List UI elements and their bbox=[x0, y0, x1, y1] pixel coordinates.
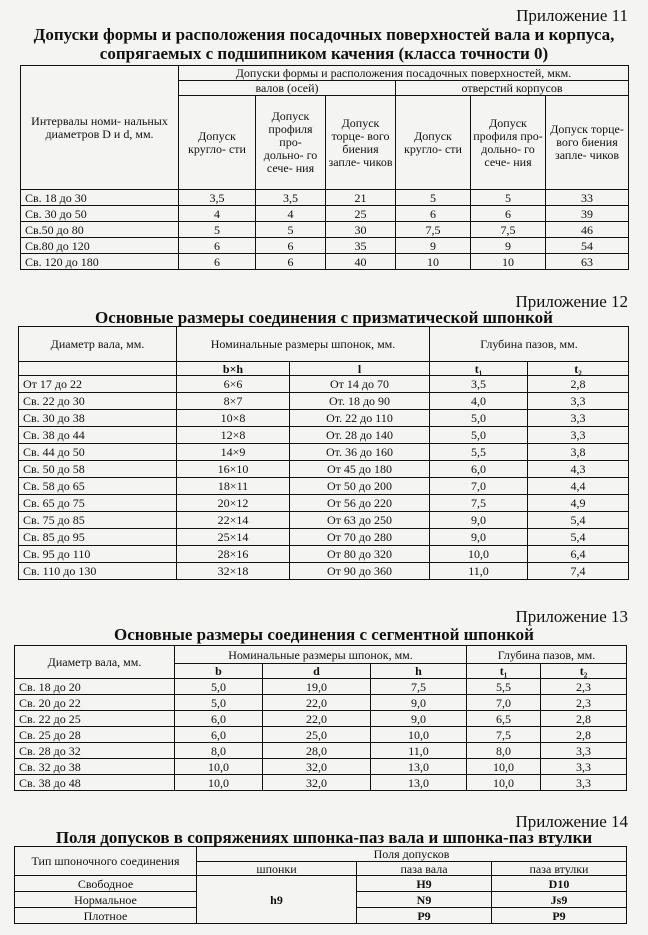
table-row bbox=[19, 393, 629, 410]
table-cell: Св. 25 до 28 bbox=[15, 727, 175, 743]
table-row bbox=[19, 461, 629, 478]
table-cell: 39 bbox=[546, 206, 629, 222]
table-row bbox=[15, 775, 627, 791]
table-cell: 4,0 bbox=[430, 393, 528, 410]
table-cell: 9 bbox=[396, 238, 471, 254]
table-cell: N9 bbox=[357, 892, 492, 908]
table-cell: 54 bbox=[546, 238, 629, 254]
table-row bbox=[21, 222, 629, 238]
table-cell: 3,5 bbox=[430, 376, 528, 393]
table-row bbox=[21, 238, 629, 254]
col-interval-header: Интервалы номи- нальных диаметров D и d, мм. bbox=[21, 66, 179, 190]
table-cell: 40 bbox=[326, 254, 396, 270]
table-cell: Св. 120 до 180 bbox=[21, 254, 179, 270]
table-cell: 5 bbox=[471, 190, 546, 206]
table-cell: 6 bbox=[396, 206, 471, 222]
table-cell: 5,0 bbox=[430, 410, 528, 427]
table-cell: От 63 до 250 bbox=[290, 512, 430, 529]
table-cell: 6,4 bbox=[528, 546, 629, 563]
table-cell: Св. 22 до 25 bbox=[15, 711, 175, 727]
table-cell: 10,0 bbox=[467, 759, 541, 775]
appendix-13-title: Основные размеры соединения с сегментной шпонкой bbox=[114, 625, 534, 644]
col-diameter-sub bbox=[19, 362, 177, 376]
appendix-14-title: Поля допусков в сопряжениях шпонка-паз вала и шпонка-паз втулки bbox=[55, 828, 593, 847]
table-cell: 8,0 bbox=[467, 743, 541, 759]
table-cell: 5,5 bbox=[467, 679, 541, 695]
table-row bbox=[19, 444, 629, 461]
table-row bbox=[15, 876, 627, 892]
table-row bbox=[21, 190, 629, 206]
table-cell: H9 bbox=[357, 876, 492, 892]
table-cell: 7,4 bbox=[528, 563, 629, 580]
table-cell: 7,5 bbox=[471, 222, 546, 238]
table-cell: 6 bbox=[179, 238, 256, 254]
appendix-12-table bbox=[18, 326, 629, 580]
table-cell: Св.80 до 120 bbox=[21, 238, 179, 254]
table-cell: 7,0 bbox=[467, 695, 541, 711]
table-row bbox=[19, 376, 629, 393]
col-nominal-header: Номинальные размеры шпонок, мм. bbox=[175, 646, 467, 664]
table-cell: 11,0 bbox=[371, 743, 467, 759]
appendix-12-label: Приложение 12 bbox=[515, 292, 628, 311]
table-cell: 10,0 bbox=[467, 775, 541, 791]
col-tolerance-group-header: Допуски формы и расположения посадочных поверхностей, мкм. bbox=[179, 66, 629, 81]
table-cell: От. 36 до 160 bbox=[290, 444, 430, 461]
table-cell: 22,0 bbox=[263, 695, 371, 711]
table-cell: 6 bbox=[471, 206, 546, 222]
table-row bbox=[19, 512, 629, 529]
table-cell: От 70 до 280 bbox=[290, 529, 430, 546]
table-cell: Св. 75 до 85 bbox=[19, 512, 177, 529]
table-cell: От. 18 до 90 bbox=[290, 393, 430, 410]
table-cell: 7,5 bbox=[396, 222, 471, 238]
table-row bbox=[19, 546, 629, 563]
table-cell: 6×6 bbox=[177, 376, 290, 393]
col-diameter-header: Диаметр вала, мм. bbox=[15, 646, 175, 679]
table-cell: 9 bbox=[471, 238, 546, 254]
table-cell: 3,5 bbox=[179, 190, 256, 206]
table-cell: 6,0 bbox=[430, 461, 528, 478]
table-cell: Св. 32 до 38 bbox=[15, 759, 175, 775]
table-cell: Св. 28 до 32 bbox=[15, 743, 175, 759]
table-cell: От 17 до 22 bbox=[19, 376, 177, 393]
table-cell: 2,3 bbox=[541, 679, 627, 695]
col-shaft-header: валов (осей) bbox=[179, 81, 396, 96]
table-cell: 5,4 bbox=[528, 529, 629, 546]
table-cell: 3,3 bbox=[528, 410, 629, 427]
table-row bbox=[21, 254, 629, 270]
table-cell: От. 28 до 140 bbox=[290, 427, 430, 444]
appendix-11-table bbox=[20, 65, 629, 270]
table-row bbox=[15, 711, 627, 727]
table-cell: 3,8 bbox=[528, 444, 629, 461]
appendix-14-label: Приложение 14 bbox=[515, 812, 628, 831]
table-cell: Св. 110 до 130 bbox=[19, 563, 177, 580]
table-cell: 46 bbox=[546, 222, 629, 238]
table-cell: Св. 58 до 65 bbox=[19, 478, 177, 495]
table-cell: 28,0 bbox=[263, 743, 371, 759]
table-cell: 5,0 bbox=[175, 679, 263, 695]
table-cell: Св. 65 до 75 bbox=[19, 495, 177, 512]
col-hub-slot-header: паза втулки bbox=[492, 862, 627, 876]
table-cell: 3,3 bbox=[541, 743, 627, 759]
table-row bbox=[19, 410, 629, 427]
col-depth-header: Глубина пазов, мм. bbox=[467, 646, 627, 664]
table-cell: 5 bbox=[256, 222, 326, 238]
table-row bbox=[19, 529, 629, 546]
table-cell: 6 bbox=[179, 254, 256, 270]
table-cell: 7,5 bbox=[371, 679, 467, 695]
table-cell: Св. 18 до 20 bbox=[15, 679, 175, 695]
col-housing-header: отверстий корпусов bbox=[396, 81, 629, 96]
table-cell: 9,0 bbox=[371, 695, 467, 711]
table-cell: Св. 18 до 30 bbox=[21, 190, 179, 206]
table-cell: От 56 до 220 bbox=[290, 495, 430, 512]
key-tolerance-cell: h9 bbox=[197, 876, 357, 924]
table-row bbox=[15, 679, 627, 695]
table-cell: 5 bbox=[179, 222, 256, 238]
table-cell: 3,3 bbox=[541, 759, 627, 775]
table-cell: 14×9 bbox=[177, 444, 290, 461]
table-cell: 28×16 bbox=[177, 546, 290, 563]
table-cell: 10×8 bbox=[177, 410, 290, 427]
table-cell: 32,0 bbox=[263, 759, 371, 775]
table-cell: Св. 95 до 110 bbox=[19, 546, 177, 563]
table-row bbox=[15, 727, 627, 743]
col-b-header: b bbox=[175, 664, 263, 679]
table-cell: 2,8 bbox=[541, 711, 627, 727]
col-t2-header: t₂ bbox=[528, 362, 629, 376]
table-cell: Св. 85 до 95 bbox=[19, 529, 177, 546]
table-cell: 2,3 bbox=[541, 695, 627, 711]
table-cell: 25 bbox=[326, 206, 396, 222]
table-cell: Св. 38 до 44 bbox=[19, 427, 177, 444]
table-cell: 2,8 bbox=[528, 376, 629, 393]
table-cell: 33 bbox=[546, 190, 629, 206]
table-cell: 9,0 bbox=[430, 512, 528, 529]
col-shaft-profile-header: Допуск профиля про- дольно- го сече- ния bbox=[256, 96, 326, 190]
table-cell: 4,3 bbox=[528, 461, 629, 478]
table-cell: От 90 до 360 bbox=[290, 563, 430, 580]
col-bxh-header: b×h bbox=[177, 362, 290, 376]
table-cell: 5,5 bbox=[430, 444, 528, 461]
col-key-header: шпонки bbox=[197, 862, 357, 876]
col-depth-header: Глубина пазов, мм. bbox=[430, 327, 629, 362]
table-cell: От 14 до 70 bbox=[290, 376, 430, 393]
table-cell: 8×7 bbox=[177, 393, 290, 410]
table-cell: 8,0 bbox=[175, 743, 263, 759]
table-row bbox=[19, 478, 629, 495]
table-cell: 4 bbox=[256, 206, 326, 222]
table-cell: 9,0 bbox=[371, 711, 467, 727]
col-t2-header: t₂ bbox=[541, 664, 627, 679]
table-cell: 13,0 bbox=[371, 759, 467, 775]
table-cell: 7,0 bbox=[430, 478, 528, 495]
table-cell: 5 bbox=[396, 190, 471, 206]
table-cell: Свободное bbox=[15, 876, 197, 892]
table-cell: 3,3 bbox=[541, 775, 627, 791]
table-cell: Св. 38 до 48 bbox=[15, 775, 175, 791]
appendix-12-title: Основные размеры соединения с призматической шпонкой bbox=[95, 308, 553, 327]
col-h-header: h bbox=[371, 664, 467, 679]
appendix-14-table bbox=[14, 846, 627, 924]
table-cell: 5,0 bbox=[175, 695, 263, 711]
table-cell: P9 bbox=[357, 908, 492, 924]
table-cell: Нормальное bbox=[15, 892, 197, 908]
table-cell: 5,4 bbox=[528, 512, 629, 529]
table-cell: 20×12 bbox=[177, 495, 290, 512]
table-cell: 21 bbox=[326, 190, 396, 206]
table-row bbox=[19, 427, 629, 444]
table-row bbox=[19, 563, 629, 580]
col-d-header: d bbox=[263, 664, 371, 679]
table-cell: 6,5 bbox=[467, 711, 541, 727]
appendix-11-label: Приложение 11 bbox=[516, 6, 628, 25]
table-cell: 11,0 bbox=[430, 563, 528, 580]
table-cell: 63 bbox=[546, 254, 629, 270]
table-cell: 30 bbox=[326, 222, 396, 238]
table-cell: От. 22 до 110 bbox=[290, 410, 430, 427]
table-cell: 13,0 bbox=[371, 775, 467, 791]
table-cell: 6,0 bbox=[175, 711, 263, 727]
col-housing-runout-header: Допуск торце- вого биения запле- чиков bbox=[546, 96, 629, 190]
table-cell: 10,0 bbox=[175, 775, 263, 791]
table-cell: 4,9 bbox=[528, 495, 629, 512]
col-housing-profile-header: Допуск профиля про- дольно- го сече- ния bbox=[471, 96, 546, 190]
table-cell: Св. 50 до 58 bbox=[19, 461, 177, 478]
table-cell: 10,0 bbox=[371, 727, 467, 743]
col-diameter-header: Диаметр вала, мм. bbox=[19, 327, 177, 362]
col-shaft-runout-header: Допуск торце- вого биения запле- чиков bbox=[326, 96, 396, 190]
table-cell: 5,0 bbox=[430, 427, 528, 444]
table-cell: 19,0 bbox=[263, 679, 371, 695]
table-row bbox=[19, 495, 629, 512]
col-t1-header: t₁ bbox=[430, 362, 528, 376]
table-cell: 4 bbox=[179, 206, 256, 222]
table-cell: 16×10 bbox=[177, 461, 290, 478]
table-cell: Св. 44 до 50 bbox=[19, 444, 177, 461]
table-cell: 32×18 bbox=[177, 563, 290, 580]
table-cell: 18×11 bbox=[177, 478, 290, 495]
table-cell: Плотное bbox=[15, 908, 197, 924]
table-cell: От 50 до 200 bbox=[290, 478, 430, 495]
table-cell: 3,3 bbox=[528, 427, 629, 444]
col-shaft-roundness-header: Допуск кругло- сти bbox=[179, 96, 256, 190]
table-cell: 4,4 bbox=[528, 478, 629, 495]
table-row bbox=[15, 695, 627, 711]
col-l-header: l bbox=[290, 362, 430, 376]
table-row bbox=[15, 759, 627, 775]
table-cell: Св. 22 до 30 bbox=[19, 393, 177, 410]
table-cell: 6 bbox=[256, 238, 326, 254]
appendix-11-title-line1: Допуски формы и расположения посадочных поверхностей вала и корпуса, bbox=[33, 25, 615, 44]
table-cell: Св. 30 до 50 bbox=[21, 206, 179, 222]
table-cell: Св. 30 до 38 bbox=[19, 410, 177, 427]
table-cell: 12×8 bbox=[177, 427, 290, 444]
table-cell: 2,8 bbox=[541, 727, 627, 743]
table-row bbox=[21, 206, 629, 222]
table-row bbox=[15, 743, 627, 759]
table-cell: Св. 20 до 22 bbox=[15, 695, 175, 711]
table-cell: От 45 до 180 bbox=[290, 461, 430, 478]
table-cell: 25×14 bbox=[177, 529, 290, 546]
table-cell: 25,0 bbox=[263, 727, 371, 743]
table-cell: 10,0 bbox=[175, 759, 263, 775]
appendix-13-table bbox=[14, 645, 627, 791]
col-shaft-slot-header: паза вала bbox=[357, 862, 492, 876]
table-cell: 35 bbox=[326, 238, 396, 254]
table-cell: 7,5 bbox=[467, 727, 541, 743]
col-type-header: Тип шпоночного соединения bbox=[15, 847, 197, 876]
table-cell: 6,0 bbox=[175, 727, 263, 743]
table-cell: 7,5 bbox=[430, 495, 528, 512]
col-t1-header: t₁ bbox=[467, 664, 541, 679]
appendix-13-label: Приложение 13 bbox=[515, 607, 628, 626]
table-cell: 10 bbox=[471, 254, 546, 270]
table-cell: 22,0 bbox=[263, 711, 371, 727]
table-cell: P9 bbox=[492, 908, 627, 924]
table-cell: 3,3 bbox=[528, 393, 629, 410]
table-cell: 10 bbox=[396, 254, 471, 270]
col-fields-header: Поля допусков bbox=[197, 847, 627, 862]
col-housing-roundness-header: Допуск кругло- сти bbox=[396, 96, 471, 190]
table-cell: 22×14 bbox=[177, 512, 290, 529]
col-nominal-header: Номинальные размеры шпонок, мм. bbox=[177, 327, 430, 362]
table-cell: 10,0 bbox=[430, 546, 528, 563]
table-cell: Js9 bbox=[492, 892, 627, 908]
table-cell: 9,0 bbox=[430, 529, 528, 546]
table-cell: 3,5 bbox=[256, 190, 326, 206]
table-cell: 6 bbox=[256, 254, 326, 270]
table-cell: От 80 до 320 bbox=[290, 546, 430, 563]
appendix-11-title-line2: сопрягаемых с подшипником качения (класса точности 0) bbox=[99, 44, 549, 63]
table-cell: 32,0 bbox=[263, 775, 371, 791]
table-cell: Св.50 до 80 bbox=[21, 222, 179, 238]
table-cell: D10 bbox=[492, 876, 627, 892]
